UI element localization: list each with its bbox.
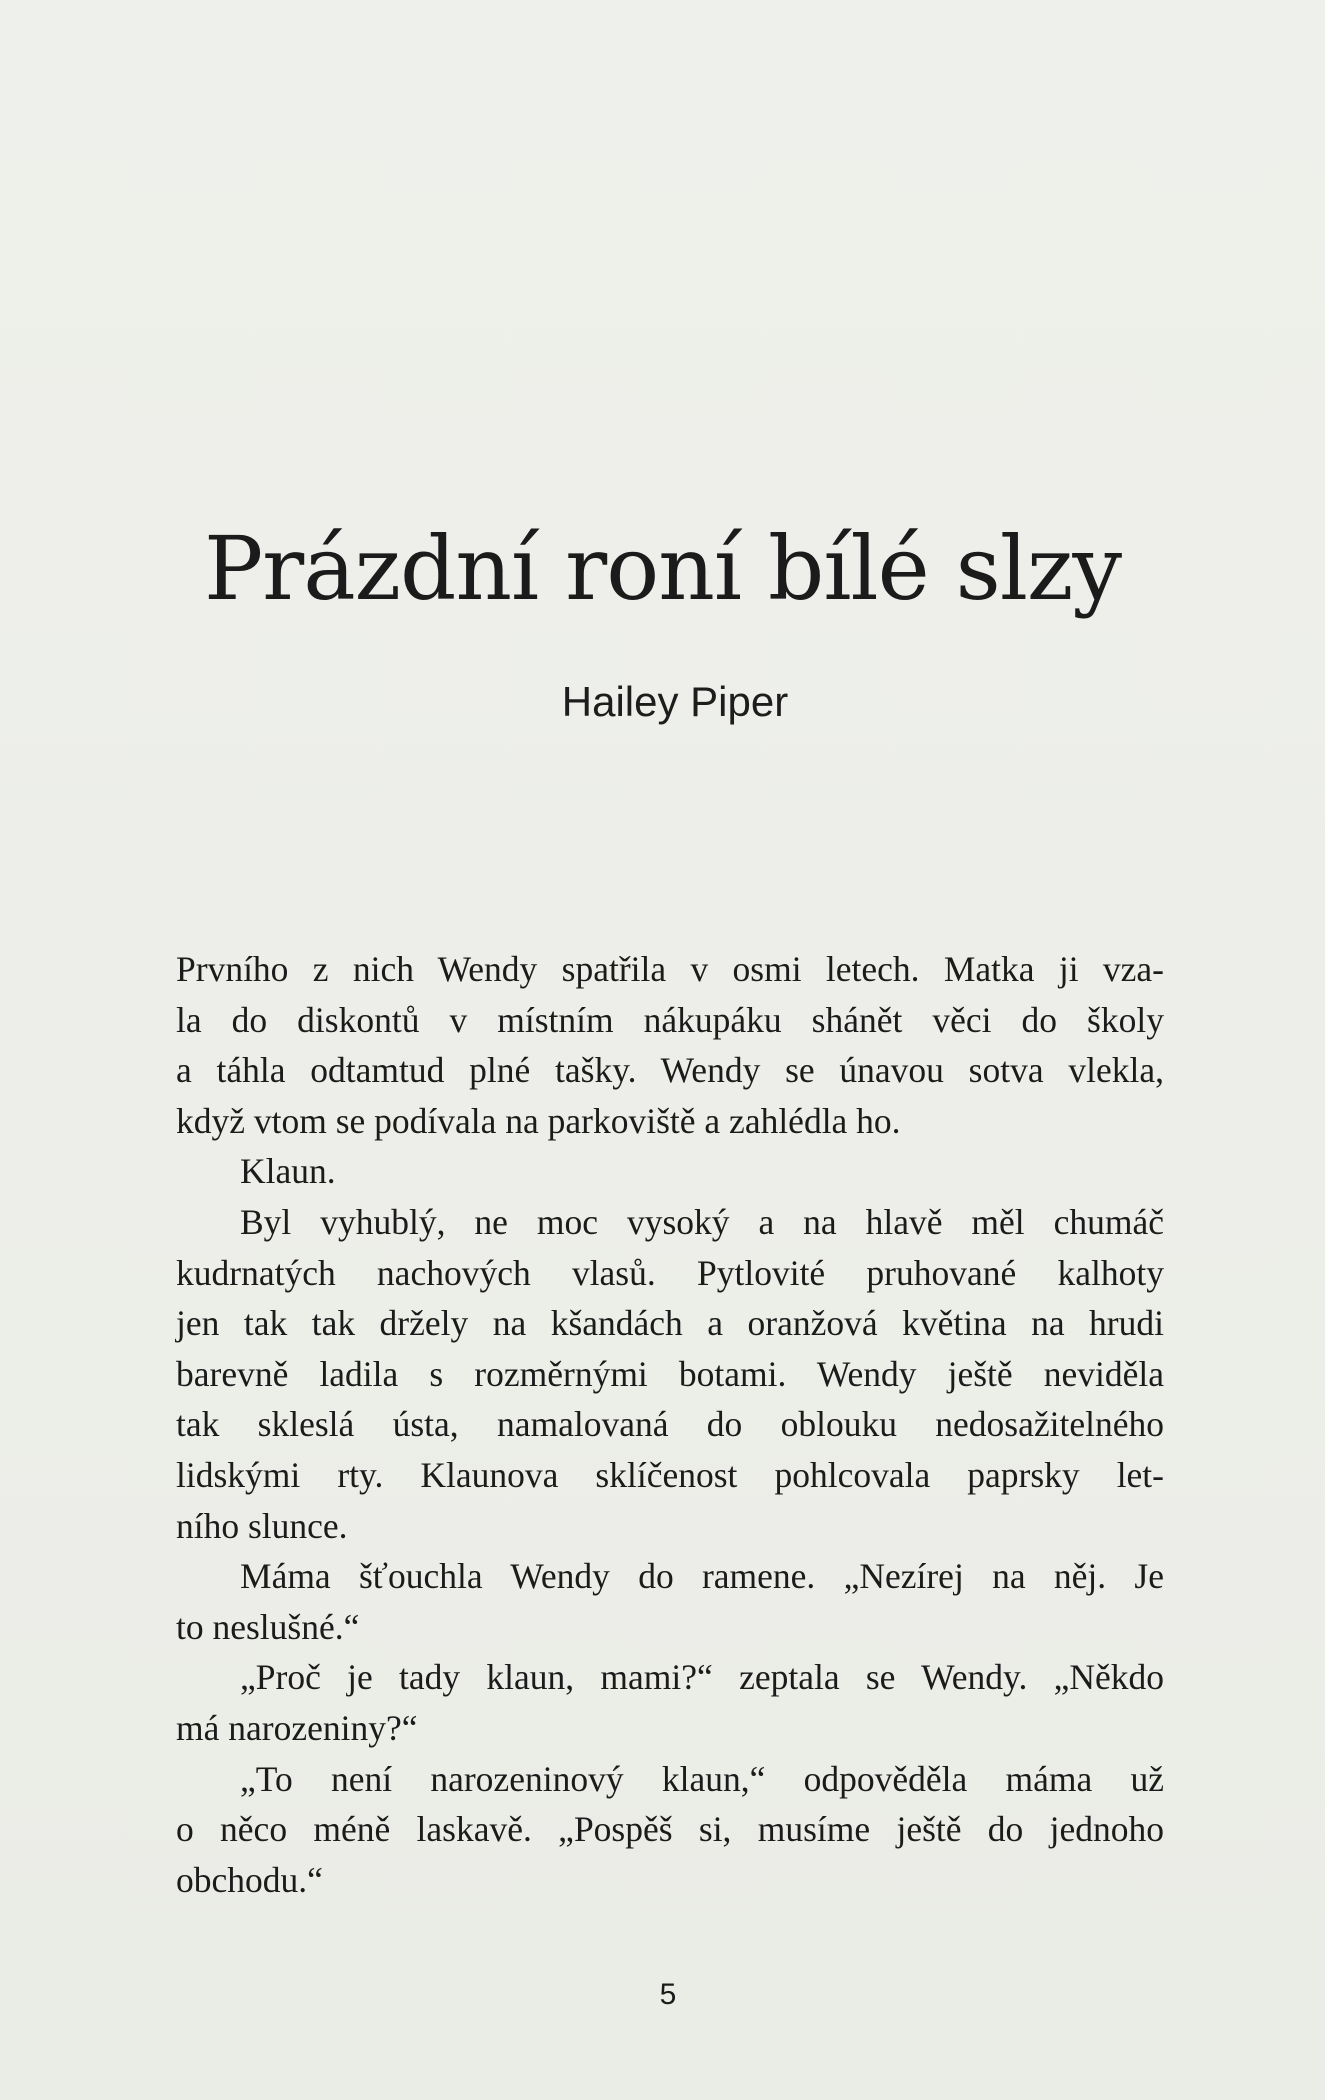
text-line: jen tak tak držely na kšandách a oranžová květina na hrudi xyxy=(176,1303,1164,1344)
text-line: ního slunce. xyxy=(176,1505,348,1546)
text-line: la do diskontů v místním nákupáku shánět věci do školy xyxy=(176,999,1164,1040)
text-line: Klaun. xyxy=(240,1151,336,1192)
text-line: Prvního z nich Wendy spatřila v osmi letech. Matka ji vza- xyxy=(176,949,1164,989)
text-line: když vtom se podívala na parkoviště a zahlédla ho. xyxy=(176,1100,901,1141)
text-line: tak skleslá ústa, namalovaná do oblouku nedosažitelného xyxy=(176,1404,1164,1445)
text-line: „Proč je tady klaun, mami?“ zeptala se Wendy. „Někdo xyxy=(240,1657,1164,1698)
chapter-title: Prázdní roní bílé slzy xyxy=(203,516,1122,620)
story-text xyxy=(176,944,1164,1905)
chapter-author: Hailey Piper xyxy=(561,678,789,725)
text-line: a táhla odtamtud plné tašky. Wendy se únavou sotva vlekla, xyxy=(176,1050,1164,1091)
text-line: barevně ladila s rozměrnými botami. Wendy ještě neviděla xyxy=(176,1353,1164,1394)
text-line: kudrnatých nachových vlasů. Pytlovité pruhované kalhoty xyxy=(176,1252,1164,1293)
page-number: 5 xyxy=(659,1978,677,2011)
text-line: lidskými rty. Klaunova sklíčenost pohlcovala paprsky let- xyxy=(176,1454,1164,1495)
text-line: o něco méně laskavě. „Pospěš si, musíme ještě do jednoho xyxy=(176,1809,1164,1850)
text-line: „To není narozeninový klaun,“ odpověděla máma už xyxy=(240,1758,1164,1799)
text-line: obchodu.“ xyxy=(176,1859,323,1900)
text-line: Byl vyhublý, ne moc vysoký a na hlavě měl chumáč xyxy=(240,1201,1164,1242)
text-line: to neslušné.“ xyxy=(176,1606,360,1647)
text-line: Máma šťouchla Wendy do ramene. „Nezírej na něj. Je xyxy=(240,1556,1164,1597)
text-line: má narozeniny?“ xyxy=(176,1707,418,1748)
